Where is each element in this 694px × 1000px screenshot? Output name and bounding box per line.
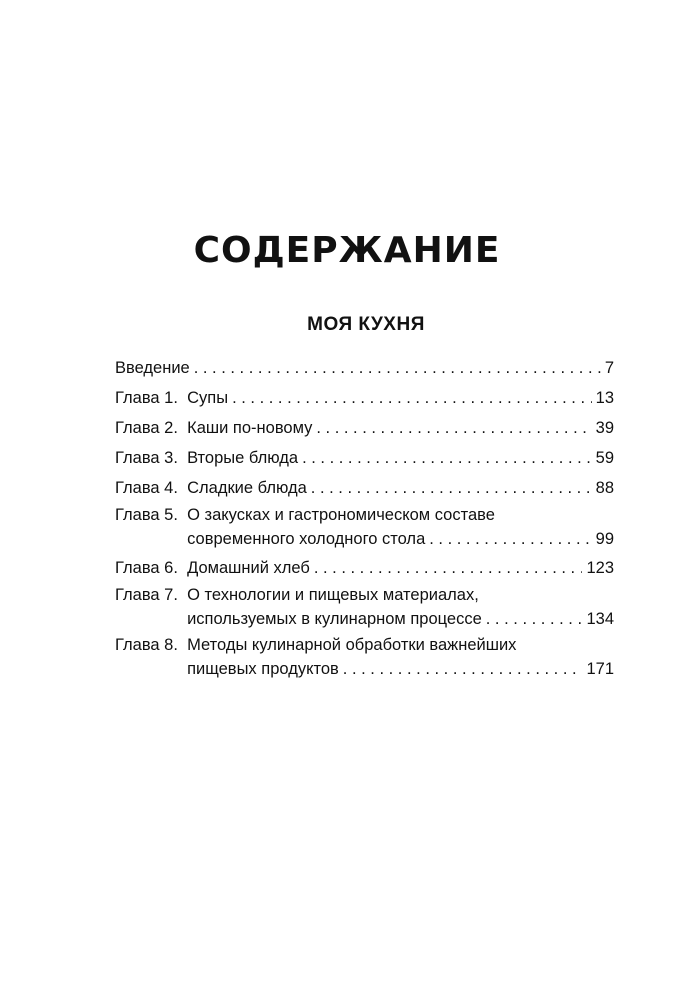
toc-entry-chapter-3	[115, 443, 614, 473]
toc-entry-title: Методы кулинарной обработки важнейших	[187, 636, 517, 654]
toc-entry-title: Каши по-новому	[187, 419, 313, 437]
chapter-label: Глава 4.	[115, 479, 178, 497]
toc-page-number: 39	[595, 419, 614, 437]
toc-entry-chapter-4	[115, 473, 614, 503]
toc-entry-title-continued: пищевых продуктов	[187, 660, 339, 678]
leader-dots	[311, 473, 592, 503]
leader-dots	[232, 383, 592, 413]
toc-entry-chapter-5	[115, 503, 614, 551]
leader-dots	[316, 413, 591, 443]
toc-entry-title: Сладкие блюда	[187, 479, 307, 497]
toc-page-number: 59	[595, 449, 614, 467]
toc-entry-title: О технологии и пищевых материалах,	[187, 586, 479, 604]
chapter-label: Глава 6.	[115, 559, 178, 577]
toc-page-number: 99	[595, 530, 614, 548]
table-of-contents	[115, 353, 614, 683]
part-title: МОЯ КУХНЯ	[307, 314, 425, 335]
toc-entry-title: Вторые блюда	[187, 449, 299, 467]
page-title: СОДЕРЖАНИЕ	[193, 230, 501, 271]
toc-page-number: 13	[595, 389, 614, 407]
toc-entry-introduction	[115, 353, 614, 383]
leader-dots	[486, 607, 583, 631]
toc-entry-title: Супы	[187, 389, 229, 407]
toc-entry-title: Домашний хлеб	[187, 559, 310, 577]
toc-entry-chapter-6	[115, 553, 614, 583]
leader-dots	[314, 553, 583, 583]
leader-dots	[343, 657, 583, 681]
chapter-label: Глава 2.	[115, 419, 178, 437]
chapter-label: Глава 8.	[115, 636, 178, 654]
toc-page-number: 88	[595, 479, 614, 497]
toc-page-number: 7	[604, 359, 614, 377]
leader-dots	[429, 527, 591, 551]
toc-entry-title: О закусках и гастрономическом составе	[187, 506, 495, 524]
leader-dots	[302, 443, 592, 473]
chapter-label: Глава 5.	[115, 506, 178, 524]
toc-entry-title-continued: используемых в кулинарном процессе	[187, 610, 482, 628]
toc-page-number: 123	[586, 559, 614, 577]
chapter-label: Глава 3.	[115, 449, 178, 467]
chapter-label: Глава 7.	[115, 586, 178, 604]
toc-entry-chapter-7	[115, 583, 614, 631]
leader-dots	[194, 353, 601, 383]
toc-page-number: 171	[586, 660, 614, 678]
toc-entry-title-continued: современного холодного стола	[187, 530, 426, 548]
toc-entry-title: Введение	[115, 359, 190, 377]
toc-page-number: 134	[586, 610, 614, 628]
toc-entry-chapter-8	[115, 633, 614, 681]
toc-entry-chapter-2	[115, 413, 614, 443]
chapter-label: Глава 1.	[115, 389, 178, 407]
toc-entry-chapter-1	[115, 383, 614, 413]
